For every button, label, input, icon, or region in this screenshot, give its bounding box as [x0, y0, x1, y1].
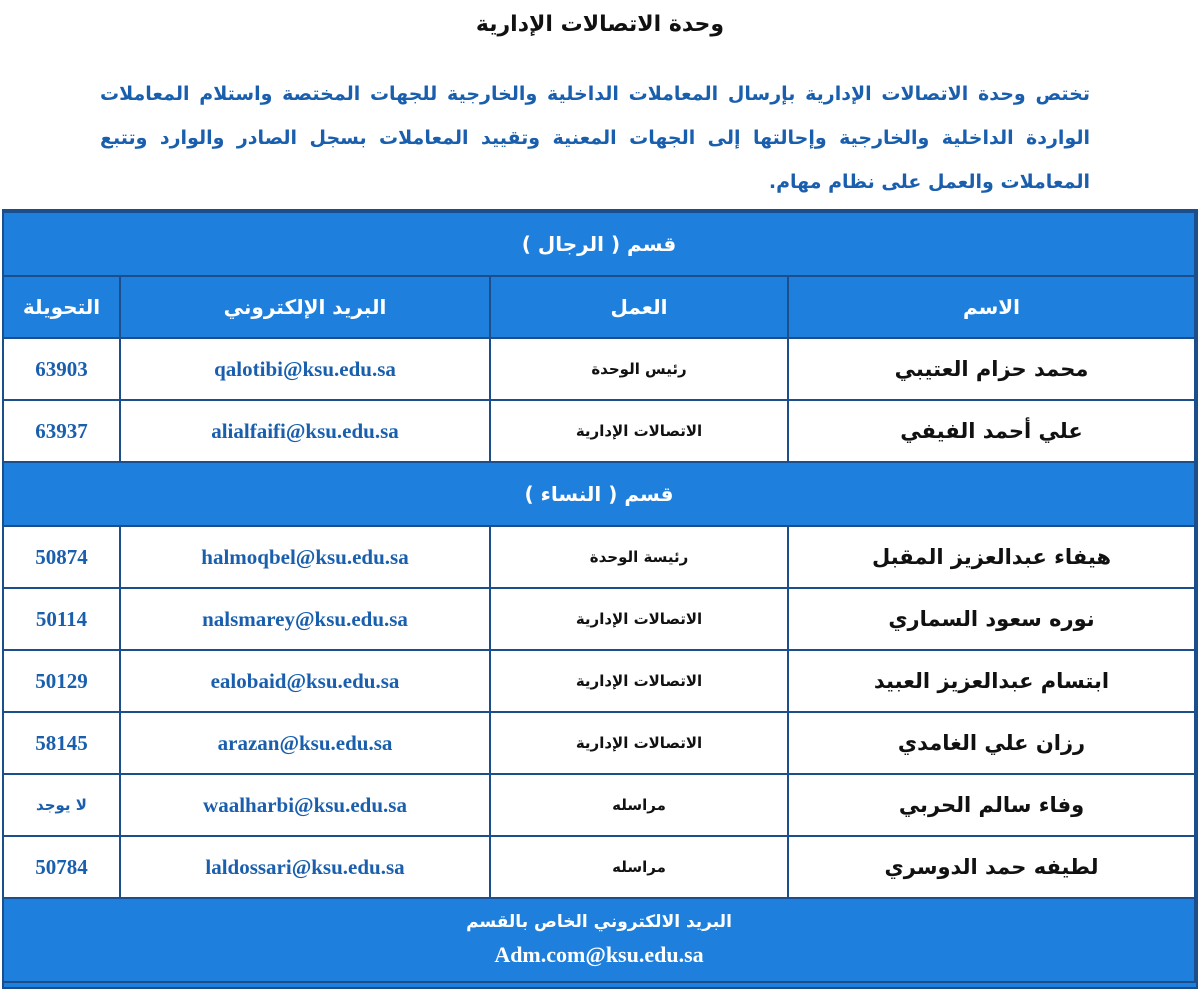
- footer-row: [3, 898, 1195, 982]
- table-row: [3, 338, 1195, 400]
- staff-email[interactable]: nalsmarey@ksu.edu.sa: [120, 588, 490, 650]
- table-row: [3, 526, 1195, 588]
- staff-extension: 50874: [3, 526, 120, 588]
- staff-email[interactable]: laldossari@ksu.edu.sa: [120, 836, 490, 898]
- staff-name: لطيفه حمد الدوسري: [788, 836, 1195, 898]
- staff-email[interactable]: ealobaid@ksu.edu.sa: [120, 650, 490, 712]
- staff-extension: 63937: [3, 400, 120, 462]
- staff-job: الاتصالات الإدارية: [490, 712, 788, 774]
- staff-job: الاتصالات الإدارية: [490, 400, 788, 462]
- staff-name: محمد حزام العتيبي: [788, 338, 1195, 400]
- staff-extension: 50784: [3, 836, 120, 898]
- staff-job: مراسله: [490, 836, 788, 898]
- table-row: [3, 712, 1195, 774]
- table-row: [3, 588, 1195, 650]
- staff-job: مراسله: [490, 774, 788, 836]
- staff-job: الاتصالات الإدارية: [490, 588, 788, 650]
- staff-job: رئيسة الوحدة: [490, 526, 788, 588]
- staff-extension: 50114: [3, 588, 120, 650]
- section-header-women: [3, 462, 1195, 526]
- column-header-row: [3, 276, 1195, 338]
- staff-name: نوره سعود السماري: [788, 588, 1195, 650]
- column-header-job: العمل: [490, 276, 788, 338]
- department-email-box: [3, 898, 1195, 982]
- department-email-label: البريد الالكتروني الخاص بالقسم: [466, 912, 732, 932]
- section-title-women: قسم ( النساء ): [3, 462, 1195, 526]
- table-row: [3, 774, 1195, 836]
- column-header-email: البريد الإلكتروني: [120, 276, 490, 338]
- staff-name: علي أحمد الفيفي: [788, 400, 1195, 462]
- staff-extension: 50129: [3, 650, 120, 712]
- staff-extension: لا يوجد: [3, 774, 120, 836]
- staff-email[interactable]: halmoqbel@ksu.edu.sa: [120, 526, 490, 588]
- staff-job: رئيس الوحدة: [490, 338, 788, 400]
- staff-email[interactable]: arazan@ksu.edu.sa: [120, 712, 490, 774]
- staff-job: الاتصالات الإدارية: [490, 650, 788, 712]
- staff-email[interactable]: waalharbi@ksu.edu.sa: [120, 774, 490, 836]
- staff-extension: 63903: [3, 338, 120, 400]
- staff-name: ابتسام عبدالعزيز العبيد: [788, 650, 1195, 712]
- staff-name: هيفاء عبدالعزيز المقبل: [788, 526, 1195, 588]
- department-email[interactable]: Adm.com@ksu.edu.sa: [494, 942, 704, 967]
- staff-directory: [2, 209, 1198, 989]
- page-title: وحدة الاتصالات الإدارية: [475, 12, 725, 37]
- staff-email[interactable]: alialfaifi@ksu.edu.sa: [120, 400, 490, 462]
- table-row: [3, 400, 1195, 462]
- staff-email[interactable]: qalotibi@ksu.edu.sa: [120, 338, 490, 400]
- staff-table: [2, 211, 1196, 983]
- section-header-men: [3, 212, 1195, 276]
- table-row: [3, 650, 1195, 712]
- section-title-men: قسم ( الرجال ): [3, 212, 1195, 276]
- staff-name: وفاء سالم الحربي: [788, 774, 1195, 836]
- staff-extension: 58145: [3, 712, 120, 774]
- table-row: [3, 836, 1195, 898]
- staff-name: رزان علي الغامدي: [788, 712, 1195, 774]
- column-header-extension: التحويلة: [3, 276, 120, 338]
- intro-paragraph: تختص وحدة الاتصالات الإدارية بإرسال المعاملات الداخلية والخارجية للجهات المختصة واستلام المعاملات الواردة الداخلية والخارجية وإحالتها إلى الجهات المعنية وتقييد المعاملات بسجل الصادر والوارد وتتبع المعاملات والعمل على نظام مهام.: [100, 83, 1090, 193]
- column-header-name: الاسم: [788, 276, 1195, 338]
